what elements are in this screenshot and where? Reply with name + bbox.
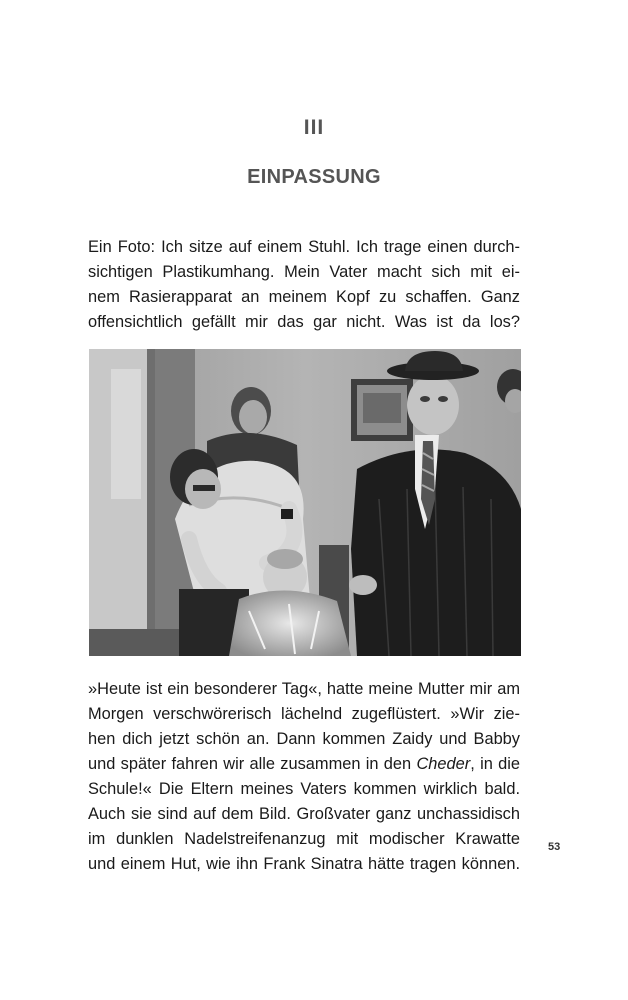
text-line: und einem Hut, wie ihn Frank Sinatra hätte tragen können. [88,855,520,873]
chapter-title: EINPASSUNG [247,166,381,188]
italic-term-cheder: Cheder [416,755,471,773]
family-photo-image [89,349,521,656]
paragraph-story [88,677,520,877]
text-line: nem Rasierapparat an meinem Kopf zu schaffen. Ganz [88,288,520,306]
text-line: im dunklen Nadelstreifenanzug mit modischer Krawatte [88,830,520,848]
text-line: sichtigen Plastikumhang. Mein Vater macht sich mit ei- [88,263,520,281]
page-number: 53 [548,841,561,853]
text-line-with-italic [88,752,520,777]
text-line: Schule!« Die Eltern meines Vaters kommen wirklich bald. [88,780,520,798]
family-photo [89,349,521,656]
text-line: offensichtlich gefällt mir das gar nicht. Was ist da los? [88,313,520,331]
text-segment: , in die [470,755,520,773]
text-line: Morgen verschwörerisch lächelnd zugeflüstert. »Wir zie- [88,705,520,723]
text-line: Ein Foto: Ich sitze auf einem Stuhl. Ich trage einen durch- [88,238,520,256]
text-segment: und später fahren wir alle zusammen in den [88,755,417,773]
text-line: hen dich jetzt schön an. Dann kommen Zaidy und Babby [88,730,520,748]
text-line: »Heute ist ein besonderer Tag«, hatte meine Mutter mir am [88,680,520,698]
chapter-number: III [303,116,325,139]
paragraph-intro [88,235,520,335]
text-line: Auch sie sind auf dem Bild. Großvater ganz unchassidisch [88,805,520,823]
